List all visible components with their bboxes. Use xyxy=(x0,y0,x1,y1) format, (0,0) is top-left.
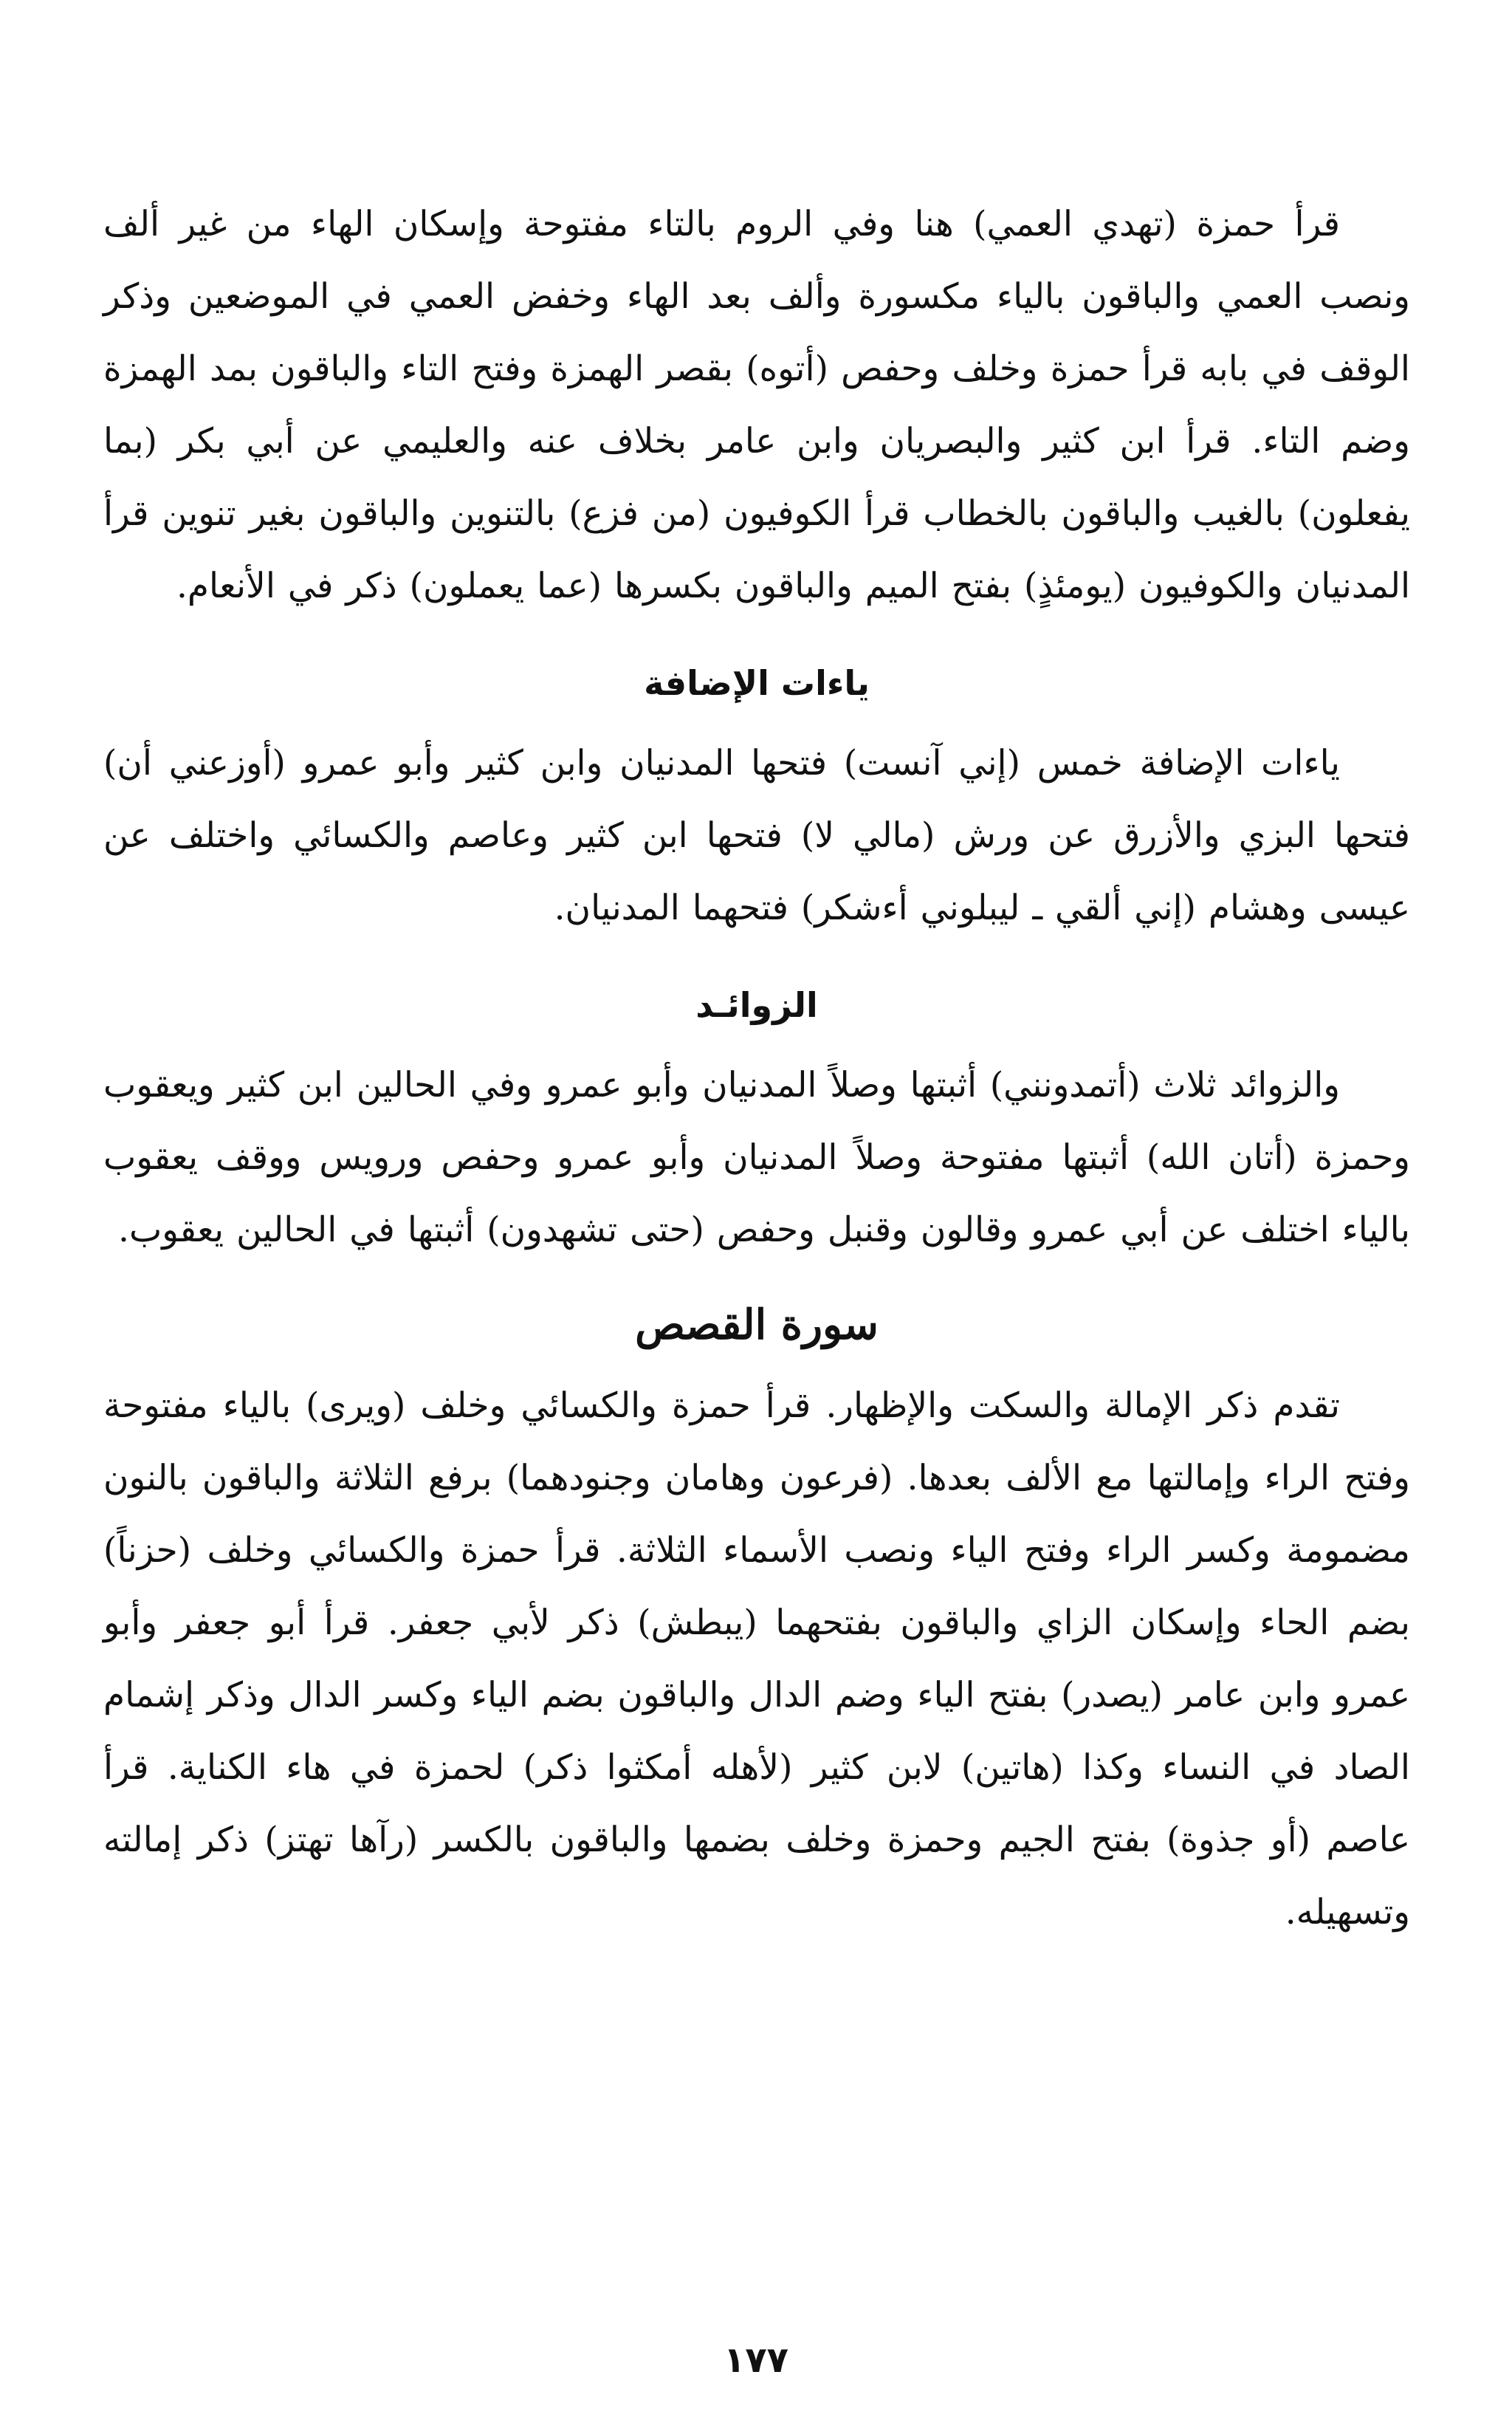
surah-title: سورة القصص xyxy=(635,1300,879,1349)
section-heading-yaat-al-idafa: ياءات الإضافة xyxy=(644,663,870,703)
page-number: ١٧٧ xyxy=(724,2339,788,2381)
paragraph-2: ياءات الإضافة خمس (إني آنست) فتحها المدنيان وابن كثير وأبو عمرو (أوزعني أن) فتحها البزي والأزرق عن ورش (مالي لا) فتحها ابن كثير وعاصم والكسائي واختلف عن عيسى وهشام (إني ألقي ـ ليبلوني أءشكر) فتحهما المدنيان. xyxy=(103,743,1410,928)
paragraph-4: تقدم ذكر الإمالة والسكت والإظهار. قرأ حمزة والكسائي وخلف (ويرى) بالياء مفتوحة وفتح الراء وإمالتها مع الألف بعدها. (فرعون وهامان وجنودهما) برفع الثلاثة والباقون بالنون مضمومة وكسر الراء وفتح الياء ونصب الأسماء الثلاثة. قرأ حمزة والكسائي وخلف (حزناً) بضم الحاء وإسكان الزاي والباقون بفتحهما (يبطش) ذكر لأبي جعفر. قرأ أبو جعفر وأبو عمرو وابن عامر (يصدر) بفتح الياء وضم الدال والباقون بضم الياء وكسر الدال وذكر إشمام الصاد في النساء وكذا (هاتين) لابن كثير (لأهله أمكثوا ذكر) لحمزة في هاء الكناية. قرأ عاصم (أو جذوة) بفتح الجيم وحمزة وخلف بضمها والباقون بالكسر (رآها تهتز) ذكر إمالته وتسهيله. xyxy=(103,1385,1410,1933)
paragraph-1: قرأ حمزة (تهدي العمي) هنا وفي الروم بالتاء مفتوحة وإسكان الهاء من غير ألف ونصب العمي والباقون بالياء مكسورة وألف بعد الهاء وخفض العمي في الموضعين وذكر الوقف في بابه قرأ حمزة وخلف وحفص (أتوه) بقصر الهمزة وفتح التاء والباقون بمد الهمزة وضم التاء. قرأ ابن كثير والبصريان وابن عامر بخلاف عنه والعليمي عن أبي بكر (بما يفعلون) بالغيب والباقون بالخطاب قرأ الكوفيون (من فزع) بالتنوين والباقون بغير تنوين قرأ المدنيان والكوفيون (يومئذٍ) بفتح الميم والباقون بكسرها (عما يعملون) ذكر في الأنعام. xyxy=(103,204,1410,606)
paragraph-3: والزوائد ثلاث (أتمدونني) أثبتها وصلاً المدنيان وأبو عمرو وفي الحالين ابن كثير ويعقوب وحمزة (أتان الله) أثبتها مفتوحة وصلاً المدنيان وأبو عمرو وحفص ورويس ووقف يعقوب بالياء اختلف عن أبي عمرو وقالون وقنبل وحفص (حتى تشهدون) أثبتها في الحالين يعقوب. xyxy=(103,1065,1410,1250)
section-heading-zawaid: الزوائـد xyxy=(695,985,818,1025)
page-body xyxy=(103,188,1410,2367)
